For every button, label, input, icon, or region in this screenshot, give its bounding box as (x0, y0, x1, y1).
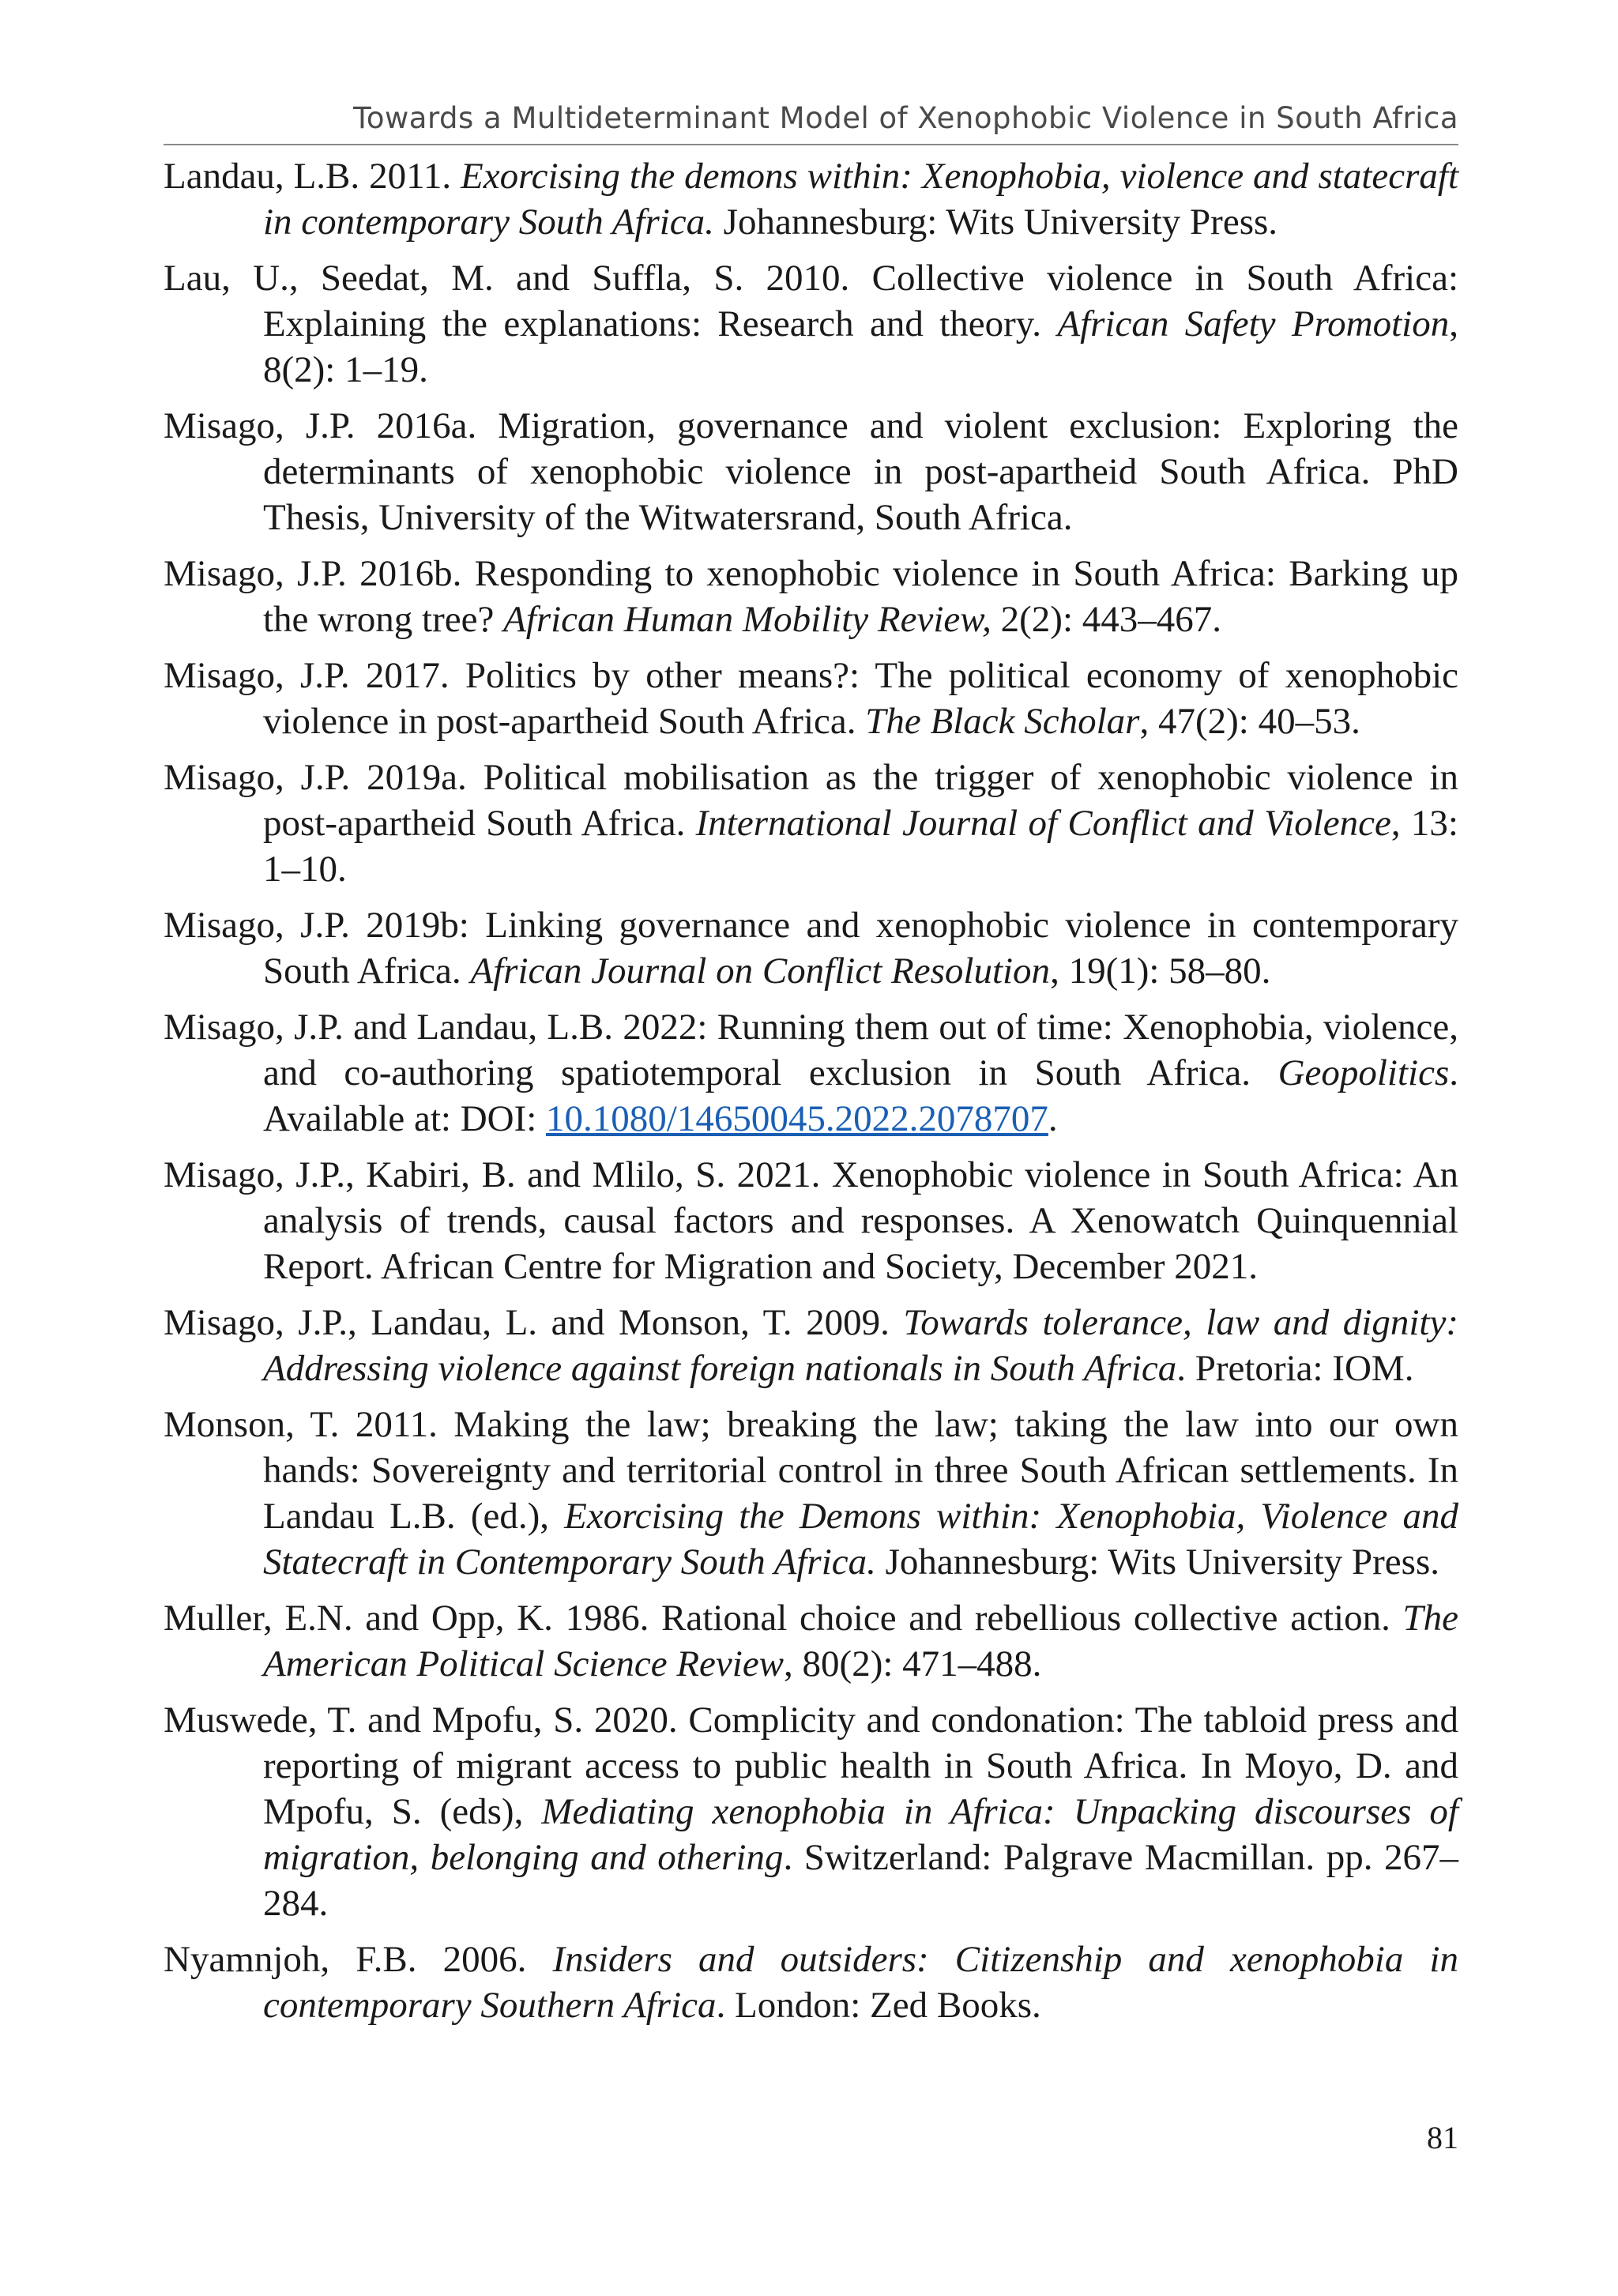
reference-text: , 8(2): 1–19. (263, 303, 1458, 390)
reference-text: , 47(2): 40–53. (1139, 701, 1360, 742)
reference-text: Johannesburg: Wits University Press. (875, 1541, 1439, 1583)
reference-title: International Journal of Conflict and Violence (695, 803, 1391, 844)
reference-item (164, 1937, 1458, 2028)
reference-title: Towards tolerance, law and dignity: Addressing violence against foreign nationals in South Africa (263, 1302, 1458, 1389)
reference-text: Misago, J.P. and Landau, L.B. 2022: Running them out of time: Xenophobia, violence, and co-authoring spatiotemporal exclusion in South Africa. (164, 1007, 1458, 1093)
reference-text: , 13: 1–10. (263, 803, 1458, 890)
reference-text: Nyamnjoh, F.B. 2006. (164, 1939, 553, 1980)
reference-item (164, 902, 1458, 994)
reference-title: The Black Scholar (865, 701, 1140, 742)
reference-text: . London: Zed Books. (716, 1985, 1041, 2026)
reference-text: , 80(2): 471–488. (784, 1643, 1042, 1684)
reference-text: Misago, J.P. 2019b: Linking governance and xenophobic violence in contemporary South Africa. (164, 905, 1458, 992)
reference-title: Geopolitics (1277, 1052, 1450, 1093)
reference-item (164, 1402, 1458, 1585)
reference-text: . Available at: DOI: (263, 1052, 1458, 1139)
reference-text: Johannesburg: Wits University Press. (713, 201, 1278, 243)
reference-item (164, 403, 1458, 540)
reference-item (164, 1004, 1458, 1142)
reference-text: Muller, E.N. and Opp, K. 1986. Rational choice and rebellious collective action. (164, 1598, 1403, 1639)
reference-text: 2(2): 443–467. (991, 599, 1222, 640)
reference-text: . (1048, 1098, 1058, 1139)
reference-text: Misago, J.P. 2017. Politics by other means?: The political economy of xenophobic violence in post-apartheid South Africa. (164, 655, 1458, 742)
reference-title: African Safety Promotion (1057, 303, 1450, 344)
reference-title: Insiders and outsiders: Citizenship and xenophobia in contemporary Southern Africa (263, 1939, 1458, 2026)
reference-text: . Pretoria: IOM. (1176, 1348, 1414, 1389)
reference-text: Monson, T. 2011. Making the law; breaking the law; taking the law into our own hands: Sovereignty and territorial control in three South African settlements. In Landau L.B. (ed.), (164, 1404, 1458, 1537)
reference-text: Misago, J.P. 2019a. Political mobilisation as the trigger of xenophobic violence in post-apartheid South Africa. (164, 757, 1458, 844)
reference-text: Misago, J.P. 2016b. Responding to xenophobic violence in South Africa: Barking up the wrong tree? (164, 553, 1458, 640)
reference-text: , 19(1): 58–80. (1050, 950, 1271, 992)
reference-title: African Journal on Conflict Resolution (470, 950, 1051, 992)
reference-text: . Switzerland: Palgrave Macmillan. pp. 267–284. (263, 1837, 1458, 1924)
running-header: Towards a Multideterminant Model of Xenophobic Violence in South Africa (164, 93, 1458, 145)
reference-item (164, 1697, 1458, 1926)
reference-title: African Human Mobility Review, (503, 599, 991, 640)
doi-link[interactable]: 10.1080/14650045.2022.2078707 (546, 1098, 1048, 1139)
reference-item (164, 153, 1458, 245)
reference-title: Exorcising the demons within: Xenophobia, violence and statecraft in contemporary South Africa. (263, 156, 1459, 243)
reference-item (164, 755, 1458, 892)
reference-text: Misago, J.P., Kabiri, B. and Mlilo, S. 2021. Xenophobic violence in South Africa: An analysis of trends, causal factors and responses. A Xenowatch Quinquennial Report. African Centre for Migration and Society, December 2021. (164, 1154, 1458, 1287)
reference-text: Misago, J.P. 2016a. Migration, governance and violent exclusion: Exploring the determinants of xenophobic violence in post-apartheid South Africa. PhD Thesis, University of the Witwatersrand, South Africa. (164, 405, 1458, 538)
reference-text: Muswede, T. and Mpofu, S. 2020. Complicity and condonation: The tabloid press and reporting of migrant access to public health in South Africa. In Moyo, D. and Mpofu, S. (eds), (164, 1699, 1458, 1832)
reference-item (164, 551, 1458, 642)
reference-item (164, 1152, 1458, 1289)
reference-list (164, 153, 1458, 2038)
reference-text: Landau, L.B. 2011. (164, 156, 461, 197)
reference-item (164, 653, 1458, 744)
reference-title: Mediating xenophobia in Africa: Unpacking discourses of migration, belonging and othering (263, 1791, 1458, 1878)
reference-item (164, 1595, 1458, 1687)
page-number: 81 (1427, 2120, 1458, 2155)
reference-item (164, 255, 1458, 393)
reference-text: Lau, U., Seedat, M. and Suffla, S. 2010. Collective violence in South Africa: Explaining the explanations: Research and theory. (164, 258, 1458, 344)
reference-item (164, 1300, 1458, 1391)
reference-text: Misago, J.P., Landau, L. and Monson, T. 2009. (164, 1302, 904, 1343)
reference-title: Exorcising the Demons within: Xenophobia, Violence and Statecraft in Contemporary South Africa. (263, 1496, 1459, 1583)
reference-title: The American Political Science Review (263, 1598, 1458, 1684)
